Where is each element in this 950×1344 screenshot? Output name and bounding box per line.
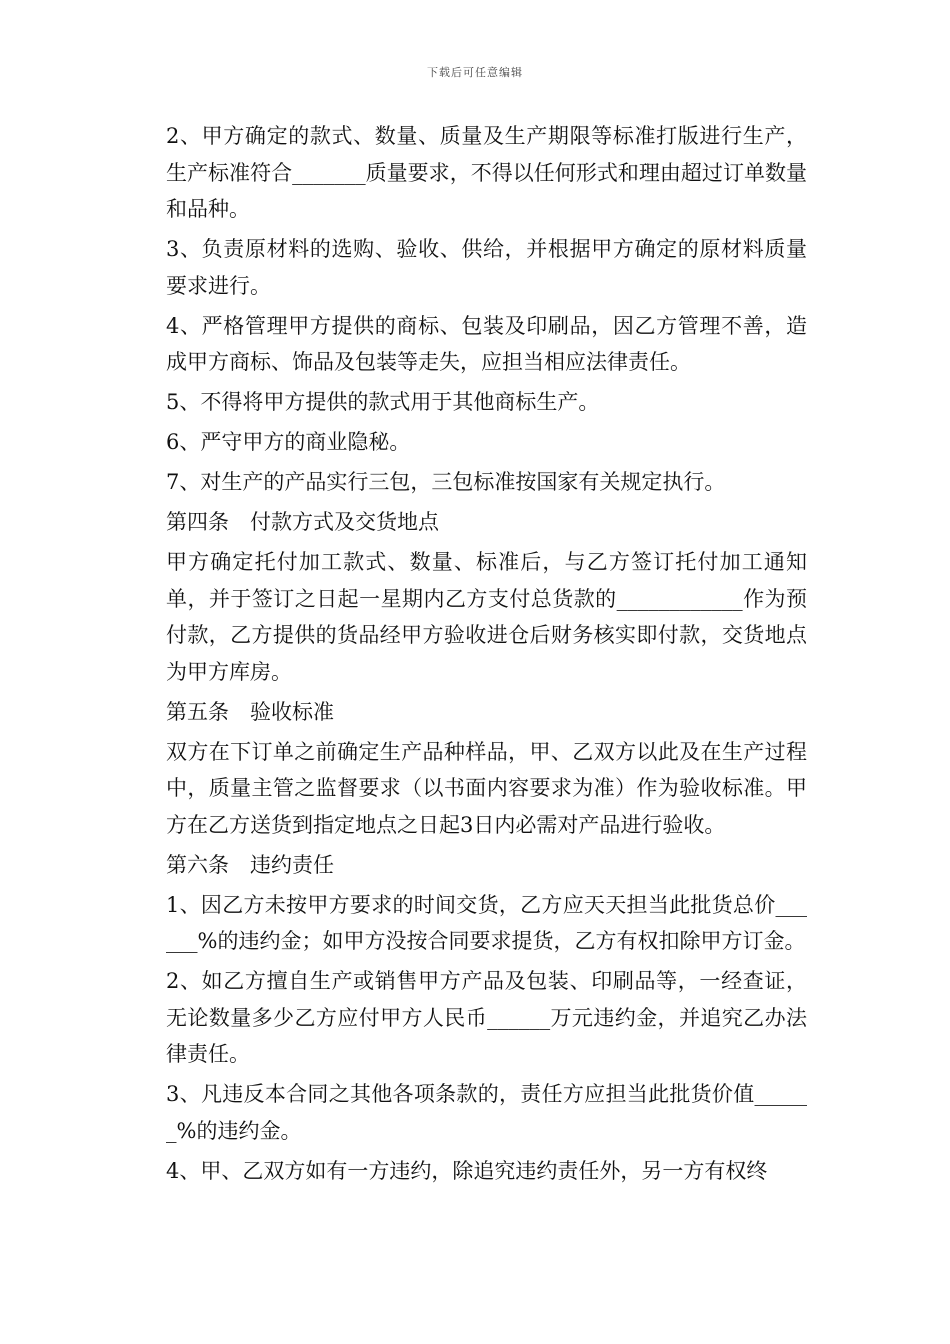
clause-6-confidentiality: 6、严守甲方的商业隐秘。 bbox=[166, 430, 411, 454]
article-6-heading: 第六条 违约责任 bbox=[166, 852, 334, 877]
document-body bbox=[145, 118, 807, 1193]
liability-clause-3: 3、凡违反本合同之其他各项条款的，责任方应担当此批货价值______%的违约金。 bbox=[166, 1082, 807, 1143]
liability-clause-2: 2、如乙方擅自生产或销售甲方产品及包装、印刷品等，一经查证，无论数量多少乙方应付甲方人民币______万元违约金，并追究乙办法律责任。 bbox=[166, 969, 807, 1066]
article-4-payment-text: 甲方确定托付加工款式、数量、标准后，与乙方签订托付加工通知单，并于签订之日起一星期内乙方支付总货款的____________作为预付款，乙方提供的货品经甲方验收进仓后财务核实即付款，交货地点为甲方库房。 bbox=[166, 550, 807, 684]
liability-clause-4: 4、甲、乙双方如有一方违约，除追究违约责任外，另一方有权终 bbox=[166, 1158, 768, 1183]
article-5-acceptance-text: 双方在下订单之前确定生产品种样品，甲、乙双方以此及在生产过程中，质量主管之监督要求（以书面内容要求为准）作为验收标准。甲方在乙方送货到指定地点之日起3日内必需对产品进行验收。 bbox=[166, 739, 807, 837]
page-header: 下载后可任意编辑 bbox=[427, 66, 523, 79]
clause-5-style-usage: 5、不得将甲方提供的款式用于其他商标生产。 bbox=[166, 390, 600, 414]
clause-7-warranty: 7、对生产的产品实行三包，三包标准按国家有关规定执行。 bbox=[166, 470, 726, 494]
article-5-heading: 第五条 验收标准 bbox=[166, 699, 334, 724]
liability-clause-1: 1、因乙方未按甲方要求的时间交货，乙方应天天担当此批货总价______%的违约金；如甲方没按合同要求提货，乙方有权扣除甲方订金。 bbox=[166, 892, 807, 953]
clause-4-trademark-management: 4、严格管理甲方提供的商标、包装及印刷品，因乙方管理不善，造成甲方商标、饰品及包装等走失，应担当相应法律责任。 bbox=[166, 313, 807, 374]
clause-2-production-standard: 2、甲方确定的款式、数量、质量及生产期限等标准打版进行生产，生产标准符合_______质量要求，不得以任何形式和理由超过订单数量和品种。 bbox=[166, 124, 807, 221]
clause-3-raw-materials: 3、负责原材料的选购、验收、供给，并根据甲方确定的原材料质量要求进行。 bbox=[166, 237, 807, 298]
article-4-heading: 第四条 付款方式及交货地点 bbox=[166, 510, 439, 534]
